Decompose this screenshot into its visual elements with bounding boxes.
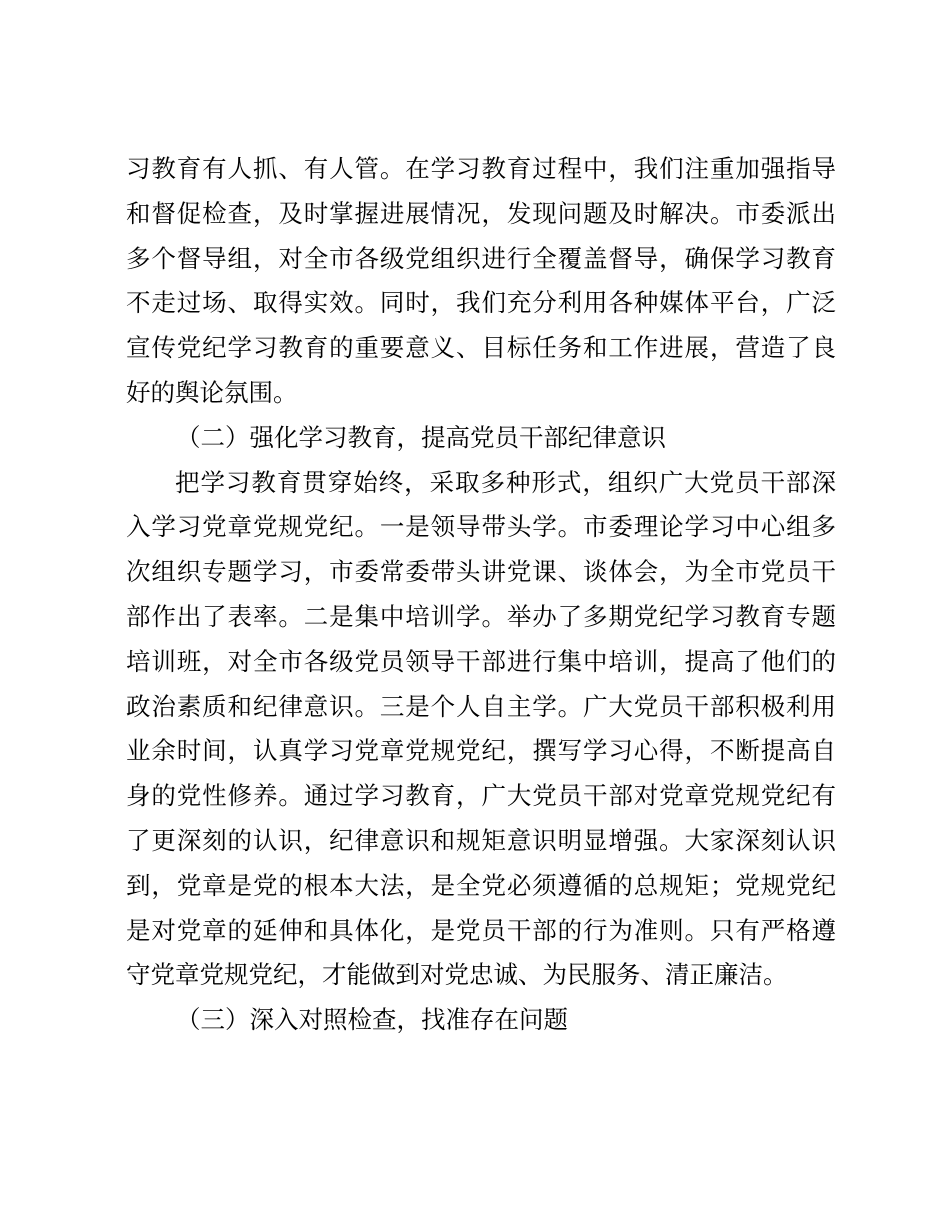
text-line: 好的舆论氛围。 [126, 377, 298, 407]
text-line: 到，党章是党的根本大法，是全党必须遵循的总规矩；党规党纪 [126, 870, 836, 900]
text-line: 次组织专题学习，市委常委带头讲党课、谈体会，为全市党员干 [126, 557, 836, 587]
text-line: 部作出了表率。二是集中培训学。举办了多期党纪学习教育专题 [126, 601, 836, 631]
text-line: 和督促检查，及时掌握进展情况，发现问题及时解决。市委派出 [126, 198, 836, 228]
text-line: 不走过场、取得实效。同时，我们充分利用各种媒体平台，广泛 [126, 288, 836, 318]
document-body [126, 147, 836, 1043]
text-line: 入学习党章党规党纪。一是领导带头学。市委理论学习中心组多 [126, 512, 836, 542]
paragraph-continuation [126, 147, 836, 416]
paragraph-study-education [126, 461, 836, 999]
text-line: 是对党章的延伸和具体化，是党员干部的行为准则。只有严格遵 [126, 915, 836, 945]
text-line: 宣传党纪学习教育的重要意义、目标任务和工作进展，营造了良 [126, 333, 836, 363]
text-line: 把学习教育贯穿始终，采取多种形式，组织广大党员干部深 [175, 467, 836, 497]
text-line: 培训班，对全市各级党员领导干部进行集中培训，提高了他们的 [126, 646, 836, 676]
text-line: 业余时间，认真学习党章党规党纪，撰写学习心得，不断提高自 [126, 736, 836, 766]
text-line: 了更深刻的认识，纪律意识和规矩意识明显增强。大家深刻认识 [126, 825, 836, 855]
section-heading-2: （二）强化学习教育，提高党员干部纪律意识 [176, 422, 666, 452]
section-heading-3: （三）深入对照检查，找准存在问题 [176, 1005, 568, 1035]
text-line: 身的党性修养。通过学习教育，广大党员干部对党章党规党纪有 [126, 781, 836, 811]
text-line: 习教育有人抓、有人管。在学习教育过程中，我们注重加强指导 [126, 154, 836, 183]
text-line: 守党章党规党纪，才能做到对党忠诚、为民服务、清正廉洁。 [126, 960, 788, 990]
text-line: 多个督导组，对全市各级党组织进行全覆盖督导，确保学习教育 [126, 243, 836, 273]
text-line: 政治素质和纪律意识。三是个人自主学。广大党员干部积极利用 [126, 691, 836, 721]
